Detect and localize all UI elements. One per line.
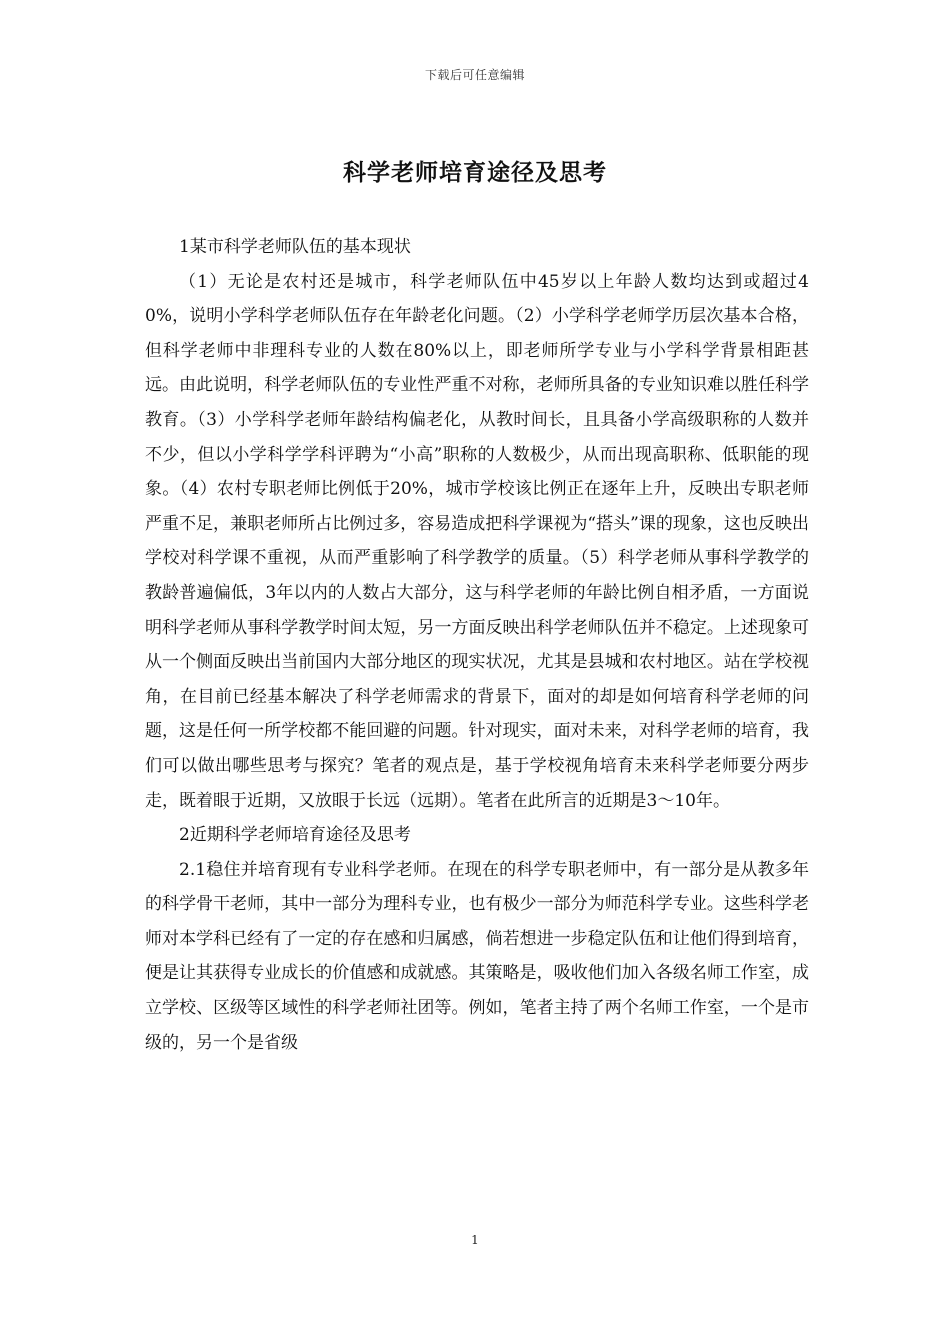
header-note: 下载后可任意编辑	[424, 68, 525, 82]
document-title: 科学老师培育途径及思考	[343, 159, 607, 186]
body-paragraph-1: （1）无论是农村还是城市，科学老师队伍中45岁以上年龄人数均达到或超过40%，说明小学科学老师队伍存在年龄老化问题。（2）小学科学老师学历层次基本合格，但科学老师中非理科专业的人数在80%以上，即老师所学专业与小学科学背景相距甚远。由此说明，科学老师队伍的专业性严重不对称，老师所具备的专业知识难以胜任科学教育。（3）小学科学老师年龄结构偏老化，从教时间长，且具备小学高级职称的人数并不少，但以小学科学学科评聘为“小高”职称的人数极少，从而出现高职称、低职能的现象。（4）农村专职老师比例低于20%，城市学校该比例正在逐年上升，反映出专职老师严重不足，兼职老师所占比例过多，容易造成把科学课视为“搭头”课的现象，这也反映出学校对科学课不重视，从而严重影响了科学教学的质量。（5）科学老师从事科学教学的教龄普遍偏低，3年以内的人数占大部分，这与科学老师的年龄比例自相矛盾，一方面说明科学老师从事科学教学时间太短，另一方面反映出科学老师队伍并不稳定。上述现象可从一个侧面反映出当前国内大部分地区的现实状况，尤其是县城和农村地区。站在学校视角，在目前已经基本解决了科学老师需求的背景下，面对的却是如何培育科学老师的问题，这是任何一所学校都不能回避的问题。针对现实，面对未来，对科学老师的培育，我们可以做出哪些思考与探究？笔者的观点是，基于学校视角培育未来科学老师要分两步走，既着眼于近期，又放眼于长远（远期）。笔者在此所言的近期是3～10年。	[145, 271, 809, 811]
page-number: 1	[471, 1233, 479, 1247]
document-body	[145, 230, 809, 1060]
body-paragraph-2: 2.1稳住并培育现有专业科学老师。在现在的科学专职老师中，有一部分是从教多年的科学骨干老师，其中一部分为理科专业，也有极少一部分为师范科学专业。这些科学老师对本学科已经有了一定的存在感和归属感，倘若想进一步稳定队伍和让他们得到培育，便是让其获得专业成长的价值感和成就感。其策略是，吸收他们加入各级名师工作室，成立学校、区级等区域性的科学老师社团等。例如，笔者主持了两个名师工作室，一个是市级的，另一个是省级	[145, 859, 809, 1053]
section-heading-2: 2近期科学老师培育途径及思考	[179, 825, 411, 846]
section-heading-1: 1某市科学老师队伍的基本现状	[179, 237, 411, 257]
